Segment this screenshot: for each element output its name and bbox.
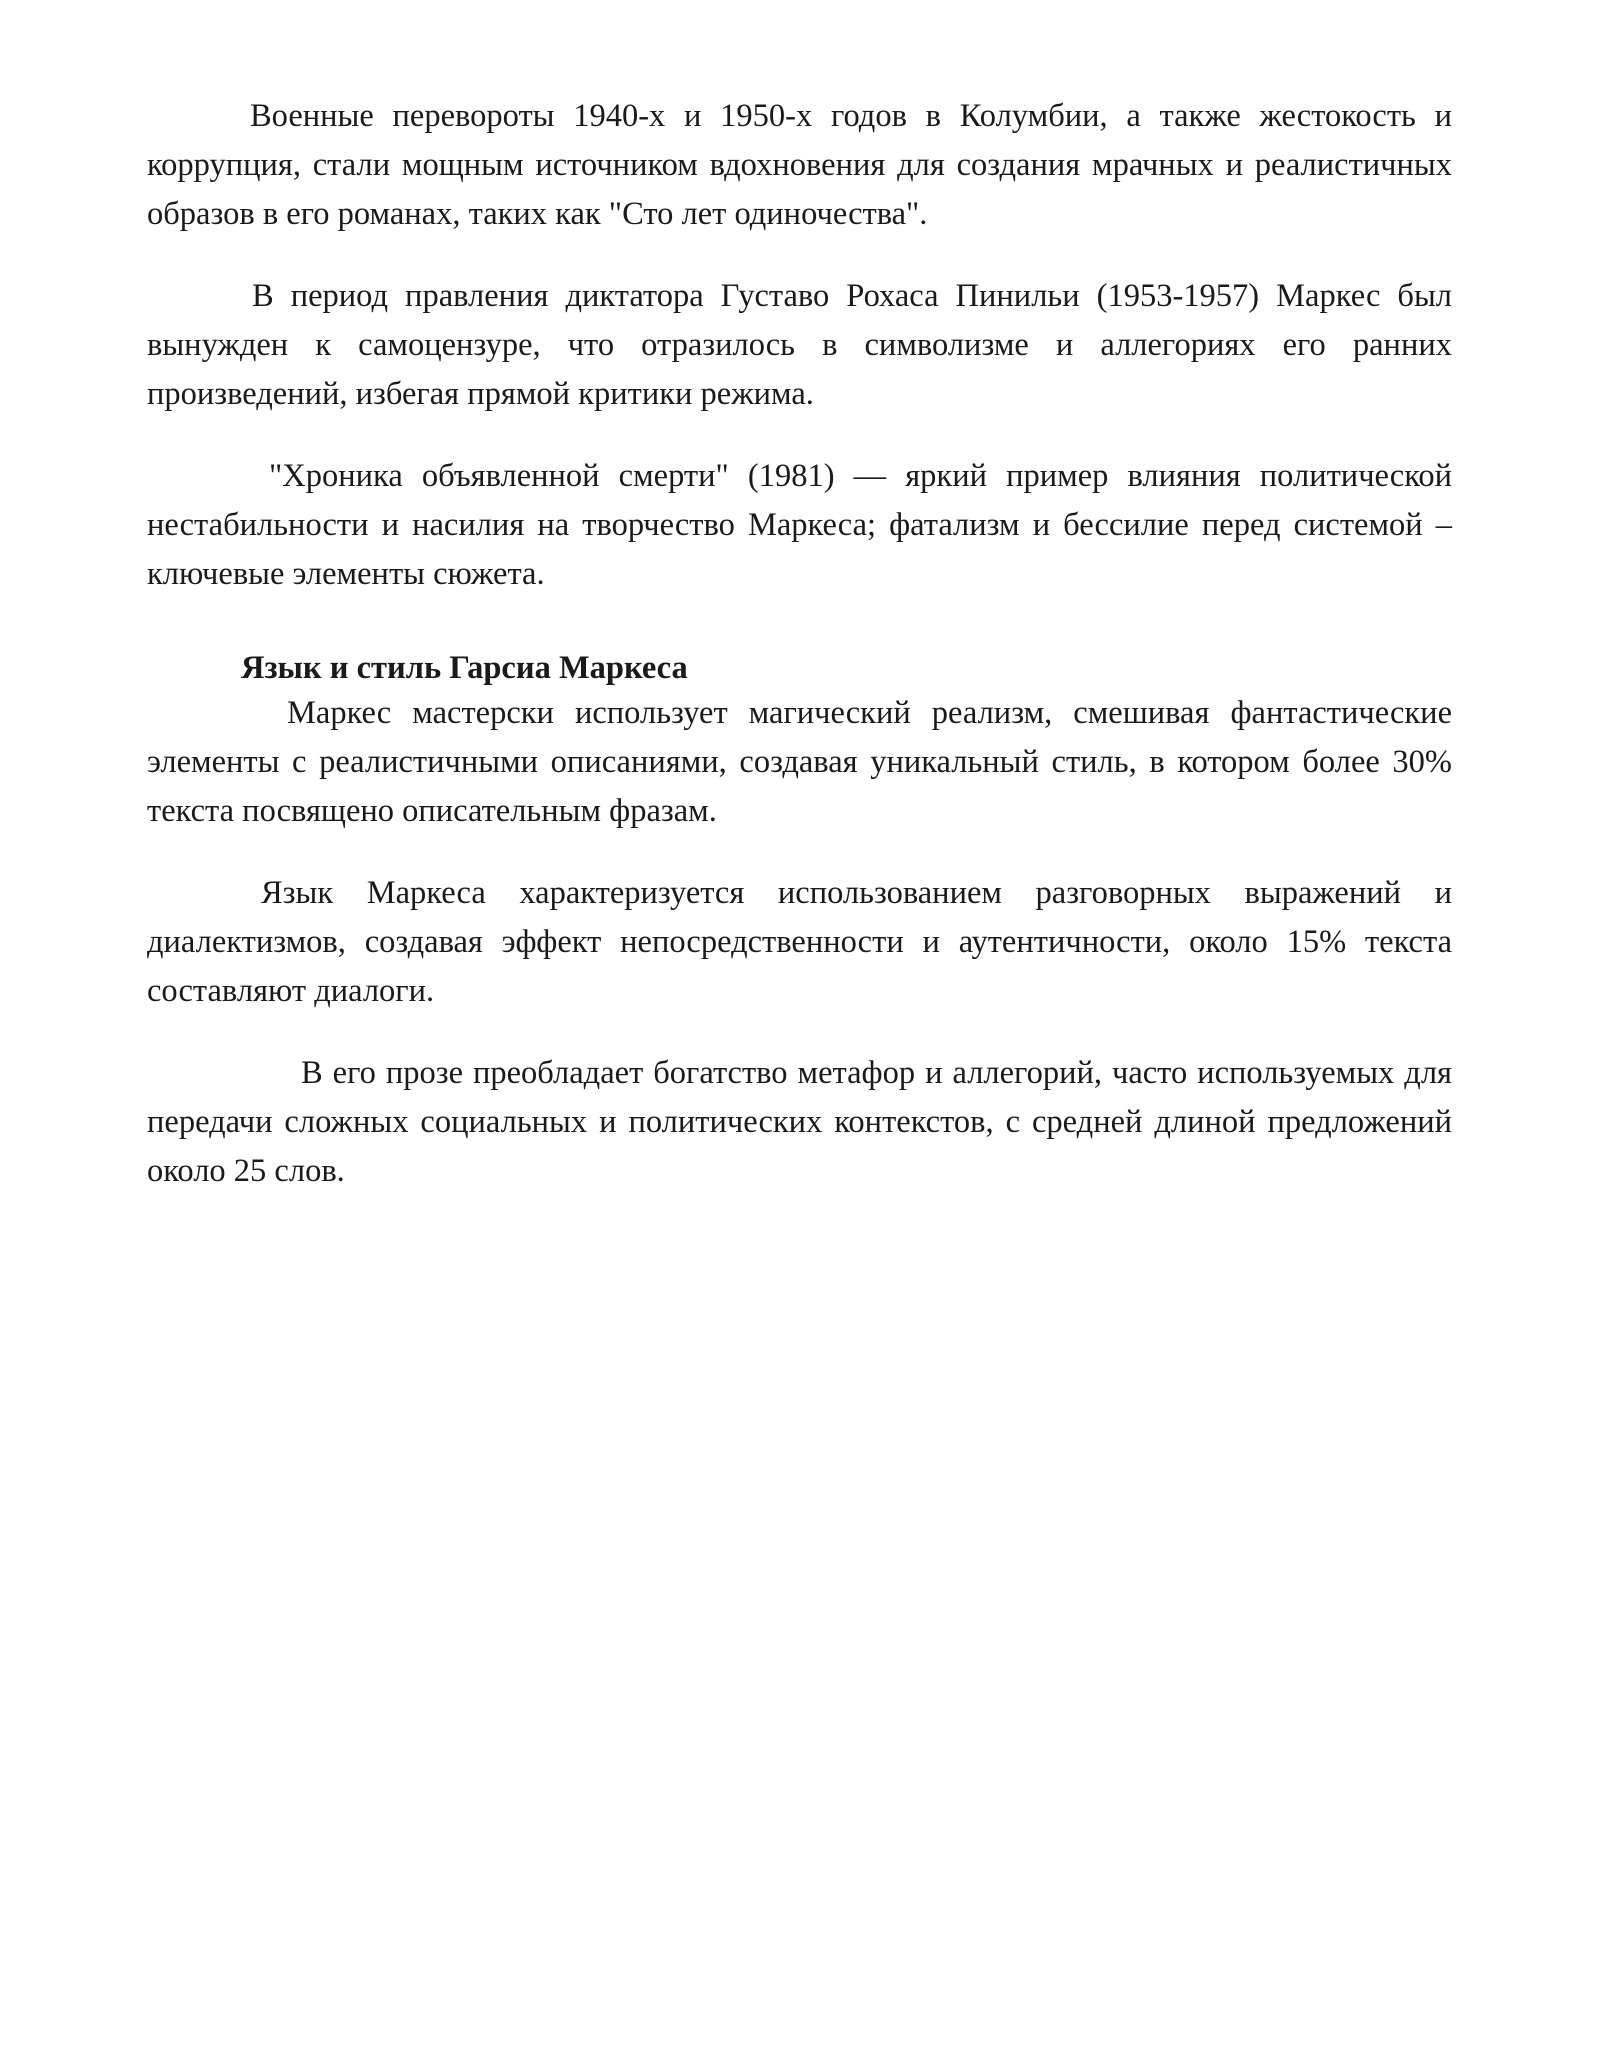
document-body [147,92,1452,1229]
paragraph-language: Язык Маркеса характеризуется использованием разговорных выражений и диалектизмов, создавая эффект непосредственности и аутентичности, около 15% текста составляют диалоги. [147,875,1452,1009]
section-heading: Язык и стиль Гарсиа Маркеса [241,650,688,686]
paragraph-military-coups: Военные перевороты 1940-х и 1950-х годов в Колумбии, а также жестокость и коррупция, стали мощным источником вдохновения для создания мрачных и реалистичных образов в его романах, таких как "Сто лет одиночества". [147,98,1452,232]
paragraph-metaphors: В его прозе преобладает богатство метафор и аллегорий, часто используемых для передачи сложных социальных и политических контекстов, с средней длиной предложений около 25 слов. [147,1055,1452,1189]
paragraph-dictator-period: В период правления диктатора Густаво Рохаса Пинильи (1953-1957) Маркес был вынужден к самоцензуре, что отразилось в символизме и аллегориях его ранних произведений, избегая прямой критики режима. [147,278,1452,412]
paragraph-magic-realism: Маркес мастерски использует магический реализм, смешивая фантастические элементы с реалистичными описаниями, создавая уникальный стиль, в котором более 30% текста посвящено описательным фразам. [147,695,1452,829]
paragraph-chronicle: "Хроника объявленной смерти" (1981) — яркий пример влияния политической нестабильности и насилия на творчество Маркеса; фатализм и бессилие перед системой – ключевые элементы сюжета. [147,458,1452,592]
